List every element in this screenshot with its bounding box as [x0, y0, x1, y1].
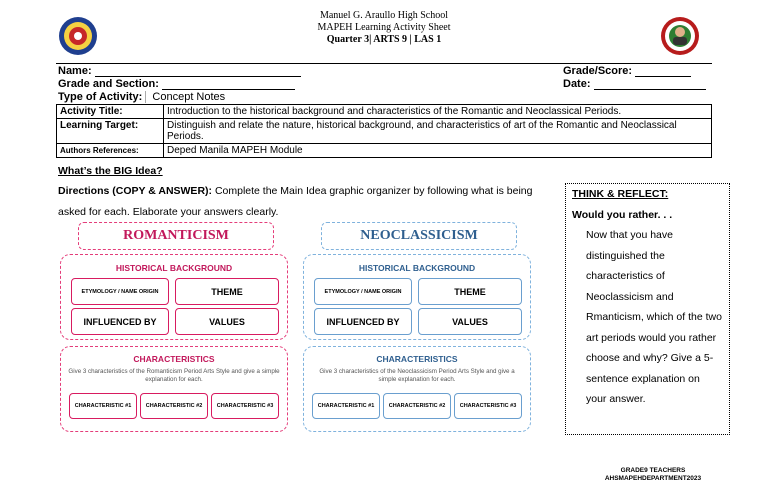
school-name: Manuel G. Araullo High School [319, 10, 449, 21]
learning-target-row [57, 119, 712, 144]
type-value: Concept Notes [145, 91, 225, 103]
romanticism-characteristic-3-box[interactable]: CHARACTERISTIC #3 [211, 393, 279, 419]
neoclassicism-title: NEOCLASSICISM [321, 222, 517, 250]
type-field [58, 91, 225, 103]
grade-score-field [563, 65, 691, 77]
think-reflect-body: Now that you have distinguished the characteristics of Neoclassicism and Rmanticism, which of the two art periods would you rather choose and why? Give a 5-sentence explanation on your answer. [586, 229, 722, 405]
authors-row [57, 144, 712, 158]
grade-section-label: Grade and Section: [58, 78, 159, 90]
directions-text: Complete the Main Idea graphic organizer by following what is being asked for each. Elaborate your answers clearly. [58, 185, 533, 218]
grade-score-blank[interactable] [635, 66, 691, 77]
grade-score-label: Grade/Score: [563, 65, 633, 77]
romanticism-characteristics-group [60, 346, 288, 432]
romanticism-etymology-box[interactable]: ETYMOLOGY / NAME ORIGIN [71, 278, 169, 305]
document-header [0, 10, 768, 46]
footer-line-1: GRADE9 TEACHERS [620, 467, 686, 474]
romanticism-historical-group [60, 254, 288, 340]
type-label: Type of Activity: [58, 91, 143, 103]
name-blank[interactable] [95, 66, 301, 77]
neoclassicism-characteristics-desc: Give 3 characteristics of the Neoclassicism Period Arts Style and give a simple explanation for each. [319, 368, 515, 383]
date-blank[interactable] [594, 79, 706, 90]
sheet-title: MAPEH Learning Activity Sheet [317, 22, 451, 33]
authors-label: Authors References: [57, 144, 164, 158]
activity-title-value: Introduction to the historical background and characteristics of the Romantic and Neoclassical Periods. [164, 105, 712, 119]
footer [560, 467, 746, 483]
romanticism-title: ROMANTICISM [78, 222, 274, 250]
big-idea-heading: What’s the BIG Idea? [58, 165, 163, 177]
name-field [58, 65, 301, 77]
romanticism-organizer [60, 222, 290, 434]
quarter-label: Quarter 3| ARTS 9 | LAS 1 [326, 34, 442, 45]
neoclassicism-etymology-box[interactable]: ETYMOLOGY / NAME ORIGIN [314, 278, 412, 305]
romanticism-characteristics-heading: CHARACTERISTICS [133, 354, 215, 364]
romanticism-characteristic-2-box[interactable]: CHARACTERISTIC #2 [140, 393, 208, 419]
think-reflect-prompt: Would you rather. . . [572, 208, 673, 221]
neoclassicism-characteristic-3-box[interactable]: CHARACTERISTIC #3 [454, 393, 522, 419]
learning-target-value: Distinguish and relate the nature, historical background, and characteristics of art of the Romantic and Neoclassical Periods. [164, 119, 712, 144]
activity-title-row [57, 105, 712, 119]
neoclassicism-characteristics-group [303, 346, 531, 432]
think-reflect-title: THINK & REFLECT: [572, 188, 669, 200]
name-label: Name: [58, 65, 92, 77]
neoclassicism-influenced-box[interactable]: INFLUENCED BY [314, 308, 412, 335]
directions [58, 181, 558, 223]
neoclassicism-characteristic-2-box[interactable]: CHARACTERISTIC #2 [383, 393, 451, 419]
neoclassicism-values-box[interactable]: VALUES [418, 308, 522, 335]
footer-line-2: AHSMAPEHDEPARTMENT2023 [604, 475, 702, 482]
grade-section-field [58, 78, 295, 90]
directions-label: Directions (COPY & ANSWER): [58, 185, 213, 197]
grade-section-blank[interactable] [162, 79, 295, 90]
learning-target-label: Learning Target: [57, 119, 164, 144]
activity-info-table [56, 104, 712, 158]
romanticism-characteristics-desc: Give 3 characteristics of the Romanticism Period Arts Style and give a simple explanation for each. [68, 368, 280, 383]
authors-value: Deped Manila MAPEH Module [164, 144, 712, 158]
neoclassicism-theme-box[interactable]: THEME [418, 278, 522, 305]
date-label: Date: [563, 78, 591, 90]
romanticism-theme-box[interactable]: THEME [175, 278, 279, 305]
neoclassicism-characteristics-heading: CHARACTERISTICS [376, 354, 458, 364]
romanticism-historical-heading: HISTORICAL BACKGROUND [115, 263, 233, 273]
romanticism-characteristic-1-box[interactable]: CHARACTERISTIC #1 [69, 393, 137, 419]
romanticism-influenced-box[interactable]: INFLUENCED BY [71, 308, 169, 335]
header-divider [56, 63, 712, 64]
neoclassicism-organizer [303, 222, 533, 434]
think-reflect-box [565, 183, 730, 435]
neoclassicism-characteristic-1-box[interactable]: CHARACTERISTIC #1 [312, 393, 380, 419]
neoclassicism-historical-group [303, 254, 531, 340]
romanticism-values-box[interactable]: VALUES [175, 308, 279, 335]
date-field [563, 78, 706, 90]
activity-title-label: Activity Title: [57, 105, 164, 119]
neoclassicism-historical-heading: HISTORICAL BACKGROUND [358, 263, 476, 273]
